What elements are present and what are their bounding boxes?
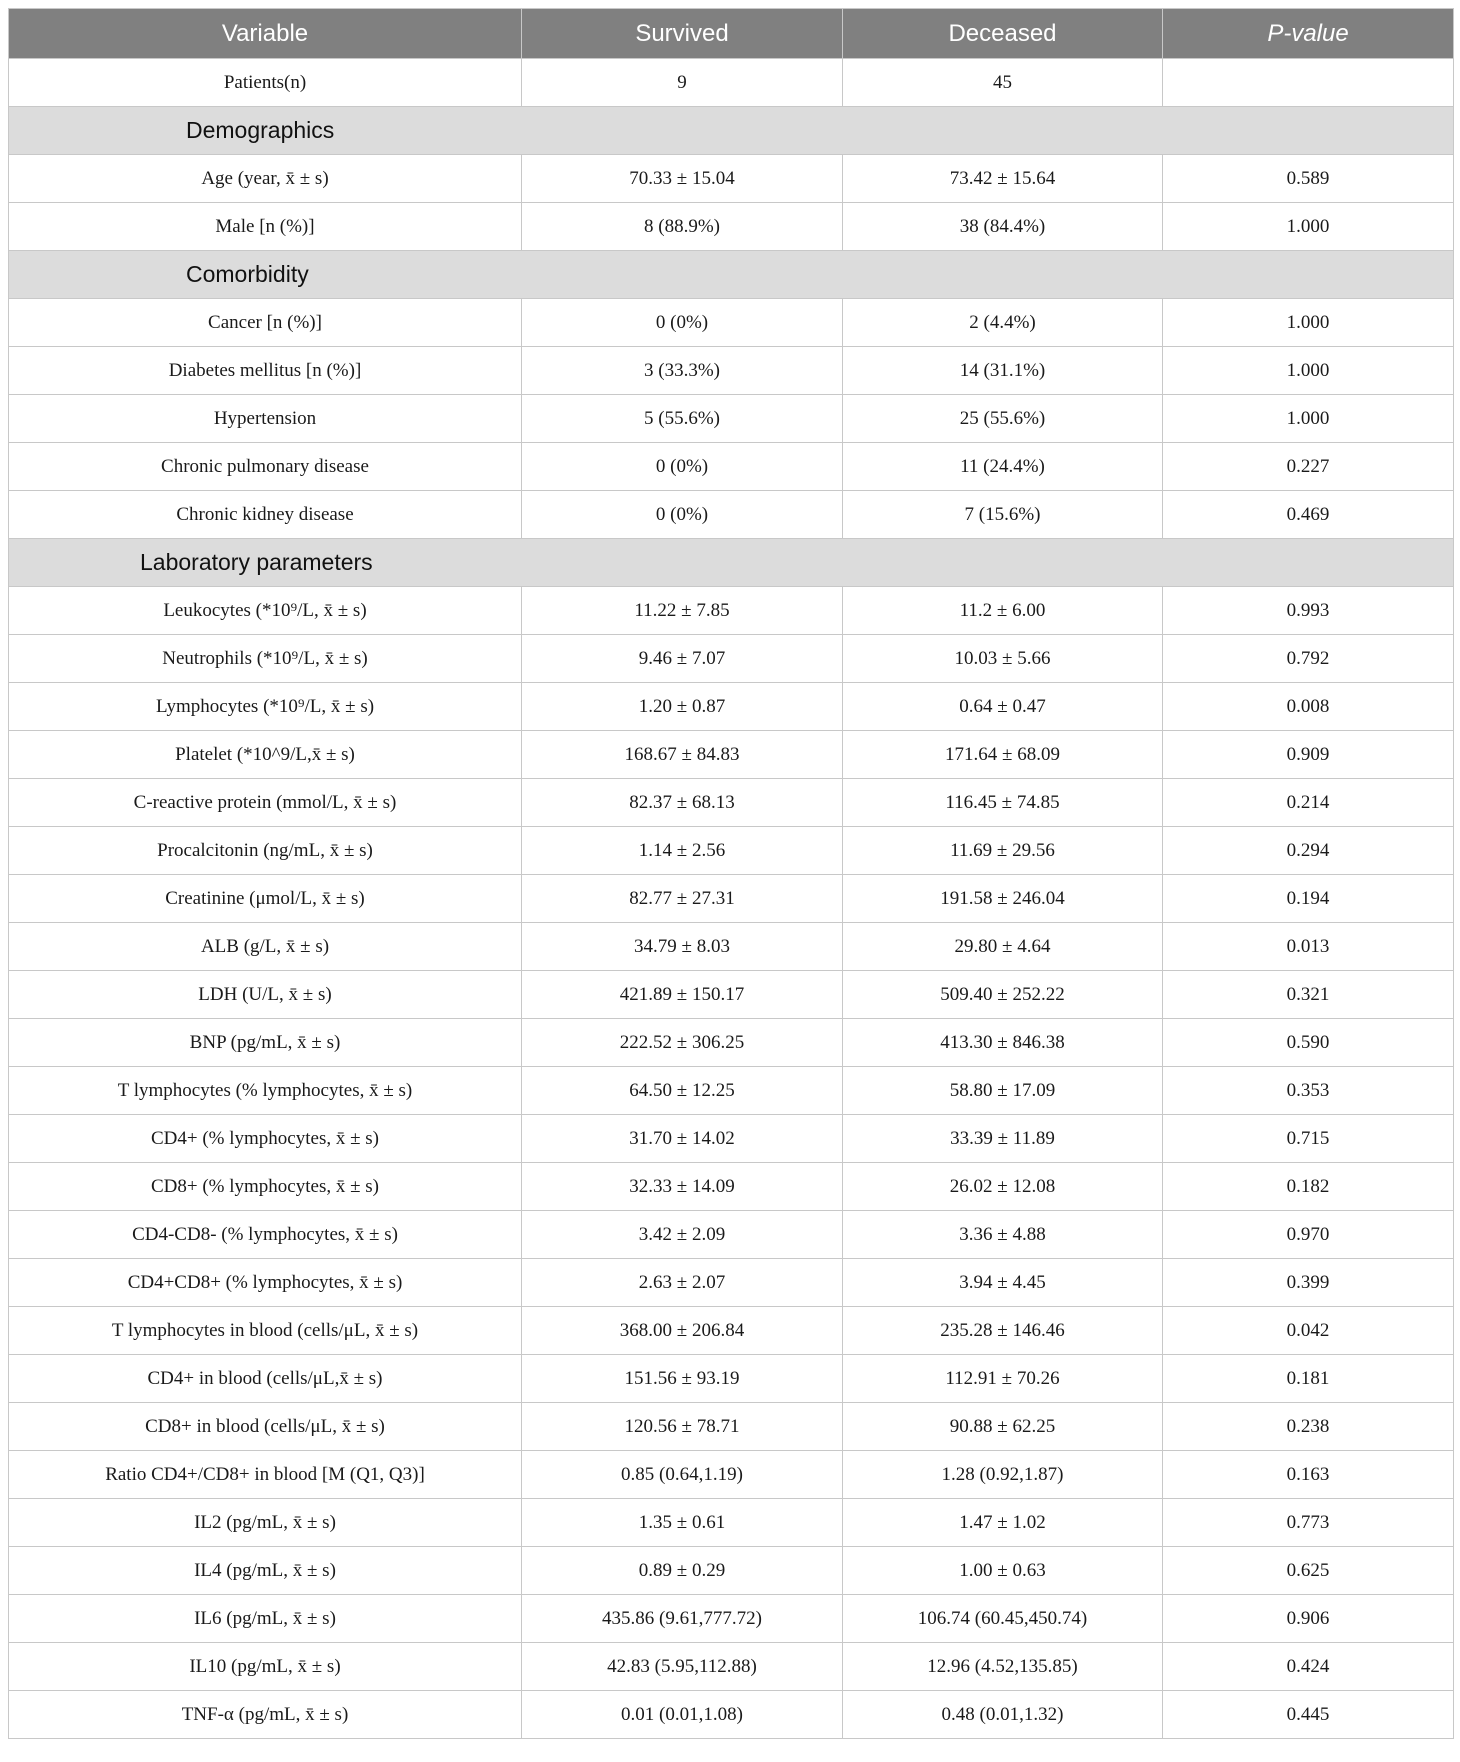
variable-cell: TNF-α (pg/mL, x̄ ± s): [9, 1691, 522, 1739]
survived-cell: 82.37 ± 68.13: [522, 779, 843, 827]
p-value-cell: 1.000: [1163, 395, 1454, 443]
survived-cell: 1.14 ± 2.56: [522, 827, 843, 875]
deceased-cell: 112.91 ± 70.26: [843, 1355, 1163, 1403]
table-row: [9, 1307, 1454, 1355]
variable-cell: Male [n (%)]: [9, 203, 522, 251]
section-title: Demographics: [186, 117, 335, 143]
survived-cell: 9.46 ± 7.07: [522, 635, 843, 683]
deceased-cell: 413.30 ± 846.38: [843, 1019, 1163, 1067]
table-row: [9, 1067, 1454, 1115]
variable-cell: LDH (U/L, x̄ ± s): [9, 971, 522, 1019]
section-title: Comorbidity: [186, 261, 309, 287]
header-row: [9, 9, 1454, 59]
p-value-cell: 0.353: [1163, 1067, 1454, 1115]
p-value-cell: 0.909: [1163, 731, 1454, 779]
p-value-cell: 0.993: [1163, 587, 1454, 635]
deceased-cell: 3.36 ± 4.88: [843, 1211, 1163, 1259]
survived-cell: 70.33 ± 15.04: [522, 155, 843, 203]
table-row: [9, 779, 1454, 827]
survived-cell: 8 (88.9%): [522, 203, 843, 251]
p-value-cell: 0.445: [1163, 1691, 1454, 1739]
table-row: [9, 635, 1454, 683]
survived-cell: 120.56 ± 78.71: [522, 1403, 843, 1451]
variable-cell: Procalcitonin (ng/mL, x̄ ± s): [9, 827, 522, 875]
p-value-cell: 0.238: [1163, 1403, 1454, 1451]
table-row: [9, 1451, 1454, 1499]
deceased-cell: 11.2 ± 6.00: [843, 587, 1163, 635]
variable-cell: IL6 (pg/mL, x̄ ± s): [9, 1595, 522, 1643]
table-row: [9, 923, 1454, 971]
deceased-cell: 191.58 ± 246.04: [843, 875, 1163, 923]
deceased-cell: 235.28 ± 146.46: [843, 1307, 1163, 1355]
survived-cell: 31.70 ± 14.02: [522, 1115, 843, 1163]
survived-cell: 168.67 ± 84.83: [522, 731, 843, 779]
p-value-cell: 0.970: [1163, 1211, 1454, 1259]
variable-cell: Platelet (*10^9/L,x̄ ± s): [9, 731, 522, 779]
deceased-cell: 509.40 ± 252.22: [843, 971, 1163, 1019]
patients-label: Patients(n): [9, 59, 522, 107]
section-header-row: [9, 107, 1454, 155]
survived-cell: 151.56 ± 93.19: [522, 1355, 843, 1403]
p-value-cell: 0.590: [1163, 1019, 1454, 1067]
variable-cell: IL4 (pg/mL, x̄ ± s): [9, 1547, 522, 1595]
table-row: [9, 1595, 1454, 1643]
deceased-cell: 26.02 ± 12.08: [843, 1163, 1163, 1211]
table-row: [9, 1115, 1454, 1163]
survived-cell: 32.33 ± 14.09: [522, 1163, 843, 1211]
deceased-cell: 29.80 ± 4.64: [843, 923, 1163, 971]
variable-cell: BNP (pg/mL, x̄ ± s): [9, 1019, 522, 1067]
table-row: [9, 1499, 1454, 1547]
table-row: [9, 587, 1454, 635]
table-row: [9, 683, 1454, 731]
section-header-row: [9, 251, 1454, 299]
header-survived: Survived: [522, 9, 843, 59]
survived-cell: 5 (55.6%): [522, 395, 843, 443]
variable-cell: Chronic pulmonary disease: [9, 443, 522, 491]
section-title-cell: [9, 251, 1454, 299]
table-row: [9, 1691, 1454, 1739]
section-title-cell: [9, 539, 1454, 587]
deceased-cell: 38 (84.4%): [843, 203, 1163, 251]
survived-cell: 222.52 ± 306.25: [522, 1019, 843, 1067]
deceased-cell: 14 (31.1%): [843, 347, 1163, 395]
variable-cell: IL2 (pg/mL, x̄ ± s): [9, 1499, 522, 1547]
table-row: [9, 1355, 1454, 1403]
table-row: [9, 299, 1454, 347]
header-deceased: Deceased: [843, 9, 1163, 59]
variable-cell: T lymphocytes in blood (cells/μL, x̄ ± s): [9, 1307, 522, 1355]
survived-cell: 0 (0%): [522, 299, 843, 347]
p-value-cell: 0.294: [1163, 827, 1454, 875]
table-row: [9, 827, 1454, 875]
p-value-cell: 0.773: [1163, 1499, 1454, 1547]
survived-cell: 421.89 ± 150.17: [522, 971, 843, 1019]
table-row: [9, 443, 1454, 491]
variable-cell: Ratio CD4+/CD8+ in blood [M (Q1, Q3)]: [9, 1451, 522, 1499]
p-value-cell: 1.000: [1163, 347, 1454, 395]
table-row: [9, 875, 1454, 923]
variable-cell: Age (year, x̄ ± s): [9, 155, 522, 203]
table-row: [9, 731, 1454, 779]
survived-cell: 64.50 ± 12.25: [522, 1067, 843, 1115]
deceased-cell: 10.03 ± 5.66: [843, 635, 1163, 683]
p-value-cell: 0.214: [1163, 779, 1454, 827]
deceased-cell: 7 (15.6%): [843, 491, 1163, 539]
patients-deceased: 45: [843, 59, 1163, 107]
survived-cell: 3.42 ± 2.09: [522, 1211, 843, 1259]
p-value-cell: 0.792: [1163, 635, 1454, 683]
survived-cell: 435.86 (9.61,777.72): [522, 1595, 843, 1643]
variable-cell: CD8+ in blood (cells/μL, x̄ ± s): [9, 1403, 522, 1451]
variable-cell: Chronic kidney disease: [9, 491, 522, 539]
variable-cell: CD4+CD8+ (% lymphocytes, x̄ ± s): [9, 1259, 522, 1307]
table-row: [9, 347, 1454, 395]
deceased-cell: 0.48 (0.01,1.32): [843, 1691, 1163, 1739]
survived-cell: 3 (33.3%): [522, 347, 843, 395]
p-value-cell: 0.399: [1163, 1259, 1454, 1307]
deceased-cell: 116.45 ± 74.85: [843, 779, 1163, 827]
deceased-cell: 11.69 ± 29.56: [843, 827, 1163, 875]
variable-cell: Hypertension: [9, 395, 522, 443]
p-value-cell: 0.906: [1163, 1595, 1454, 1643]
p-value-cell: 0.163: [1163, 1451, 1454, 1499]
variable-cell: Neutrophils (*10⁹/L, x̄ ± s): [9, 635, 522, 683]
variable-cell: CD4-CD8- (% lymphocytes, x̄ ± s): [9, 1211, 522, 1259]
table-row: [9, 1403, 1454, 1451]
table-row: [9, 395, 1454, 443]
table-row: [9, 1259, 1454, 1307]
table-container: [8, 8, 1453, 1739]
variable-cell: Cancer [n (%)]: [9, 299, 522, 347]
section-header-row: [9, 539, 1454, 587]
survived-cell: 0 (0%): [522, 491, 843, 539]
deceased-cell: 90.88 ± 62.25: [843, 1403, 1163, 1451]
table-row: [9, 1163, 1454, 1211]
table-row: [9, 1211, 1454, 1259]
deceased-cell: 58.80 ± 17.09: [843, 1067, 1163, 1115]
deceased-cell: 1.47 ± 1.02: [843, 1499, 1163, 1547]
deceased-cell: 0.64 ± 0.47: [843, 683, 1163, 731]
survived-cell: 11.22 ± 7.85: [522, 587, 843, 635]
variable-cell: T lymphocytes (% lymphocytes, x̄ ± s): [9, 1067, 522, 1115]
p-value-cell: 0.013: [1163, 923, 1454, 971]
p-value-cell: 0.589: [1163, 155, 1454, 203]
survived-cell: 42.83 (5.95,112.88): [522, 1643, 843, 1691]
survived-cell: 34.79 ± 8.03: [522, 923, 843, 971]
p-value-cell: 0.194: [1163, 875, 1454, 923]
deceased-cell: 73.42 ± 15.64: [843, 155, 1163, 203]
p-value-cell: 0.424: [1163, 1643, 1454, 1691]
variable-cell: ALB (g/L, x̄ ± s): [9, 923, 522, 971]
p-value-cell: 1.000: [1163, 299, 1454, 347]
p-value-cell: 0.469: [1163, 491, 1454, 539]
deceased-cell: 2 (4.4%): [843, 299, 1163, 347]
table-row: [9, 155, 1454, 203]
p-value-cell: 0.715: [1163, 1115, 1454, 1163]
clinical-characteristics-table: [8, 8, 1454, 1739]
deceased-cell: 11 (24.4%): [843, 443, 1163, 491]
deceased-cell: 1.00 ± 0.63: [843, 1547, 1163, 1595]
table-row: [9, 1643, 1454, 1691]
variable-cell: Diabetes mellitus [n (%)]: [9, 347, 522, 395]
patients-p-value: [1163, 59, 1454, 107]
p-value-cell: 0.042: [1163, 1307, 1454, 1355]
variable-cell: IL10 (pg/mL, x̄ ± s): [9, 1643, 522, 1691]
deceased-cell: 1.28 (0.92,1.87): [843, 1451, 1163, 1499]
deceased-cell: 171.64 ± 68.09: [843, 731, 1163, 779]
table-row: [9, 203, 1454, 251]
variable-cell: Creatinine (μmol/L, x̄ ± s): [9, 875, 522, 923]
variable-cell: CD4+ in blood (cells/μL,x̄ ± s): [9, 1355, 522, 1403]
variable-cell: CD4+ (% lymphocytes, x̄ ± s): [9, 1115, 522, 1163]
survived-cell: 1.35 ± 0.61: [522, 1499, 843, 1547]
survived-cell: 0.85 (0.64,1.19): [522, 1451, 843, 1499]
section-title: Laboratory parameters: [140, 549, 373, 575]
patients-survived: 9: [522, 59, 843, 107]
survived-cell: 368.00 ± 206.84: [522, 1307, 843, 1355]
deceased-cell: 106.74 (60.45,450.74): [843, 1595, 1163, 1643]
variable-cell: C-reactive protein (mmol/L, x̄ ± s): [9, 779, 522, 827]
p-value-cell: 0.625: [1163, 1547, 1454, 1595]
p-value-cell: 0.181: [1163, 1355, 1454, 1403]
table-row: [9, 1019, 1454, 1067]
deceased-cell: 12.96 (4.52,135.85): [843, 1643, 1163, 1691]
header-variable: Variable: [9, 9, 522, 59]
table-row: [9, 491, 1454, 539]
deceased-cell: 33.39 ± 11.89: [843, 1115, 1163, 1163]
deceased-cell: 25 (55.6%): [843, 395, 1163, 443]
variable-cell: Leukocytes (*10⁹/L, x̄ ± s): [9, 587, 522, 635]
patients-row: [9, 59, 1454, 107]
p-value-cell: 0.321: [1163, 971, 1454, 1019]
variable-cell: CD8+ (% lymphocytes, x̄ ± s): [9, 1163, 522, 1211]
variable-cell: Lymphocytes (*10⁹/L, x̄ ± s): [9, 683, 522, 731]
table-row: [9, 1547, 1454, 1595]
survived-cell: 0.89 ± 0.29: [522, 1547, 843, 1595]
deceased-cell: 3.94 ± 4.45: [843, 1259, 1163, 1307]
header-p-value: P-value: [1163, 9, 1454, 59]
survived-cell: 0 (0%): [522, 443, 843, 491]
p-value-cell: 0.227: [1163, 443, 1454, 491]
p-value-cell: 0.008: [1163, 683, 1454, 731]
survived-cell: 1.20 ± 0.87: [522, 683, 843, 731]
p-value-cell: 0.182: [1163, 1163, 1454, 1211]
table-row: [9, 971, 1454, 1019]
survived-cell: 2.63 ± 2.07: [522, 1259, 843, 1307]
section-title-cell: [9, 107, 1454, 155]
survived-cell: 0.01 (0.01,1.08): [522, 1691, 843, 1739]
survived-cell: 82.77 ± 27.31: [522, 875, 843, 923]
p-value-cell: 1.000: [1163, 203, 1454, 251]
